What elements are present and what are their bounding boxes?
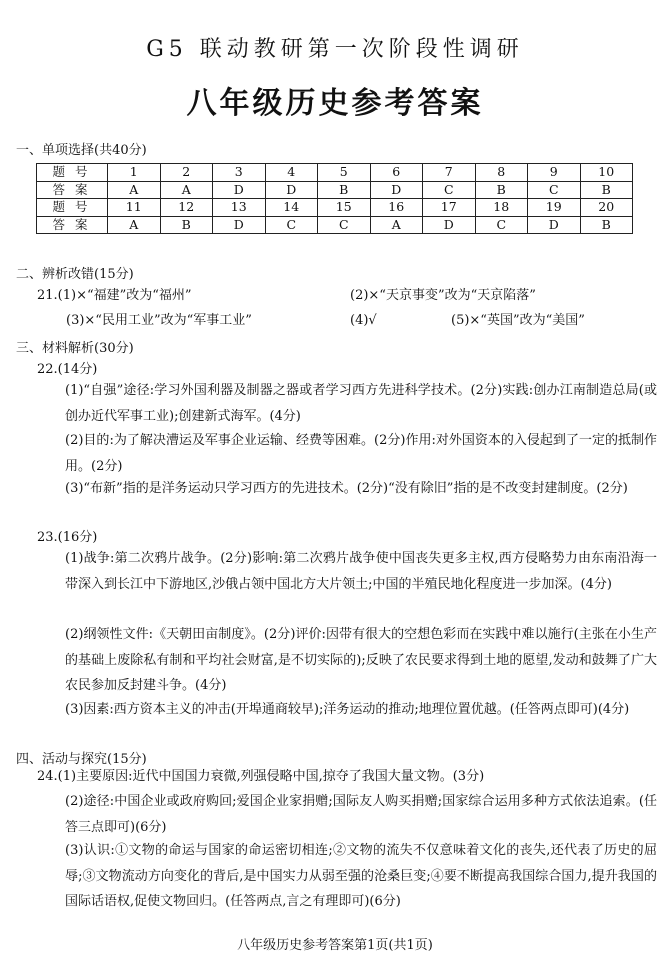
question-number: 17 xyxy=(423,199,476,217)
answer-cell: C xyxy=(528,181,581,199)
answer-line: 21.(1)×“福建”改为“福州” xyxy=(37,288,192,303)
question-number: 5 xyxy=(318,164,371,182)
answer-cell: A xyxy=(370,216,423,234)
question-heading: 23.(16分) xyxy=(37,530,98,545)
table-row xyxy=(37,199,633,217)
section-3-heading: 三、材料解析(30分) xyxy=(16,341,134,356)
question-number: 7 xyxy=(423,164,476,182)
section-1-heading: 一、单项选择(共40分) xyxy=(16,143,147,158)
answer-line: (4)√ xyxy=(350,313,377,328)
page-title: 八年级历史参考答案 xyxy=(186,86,484,121)
question-number: 20 xyxy=(580,199,633,217)
question-number: 15 xyxy=(318,199,371,217)
answer-cell: A xyxy=(160,181,213,199)
answer-cell: B xyxy=(318,181,371,199)
question-number: 8 xyxy=(475,164,528,182)
answer-cell: C xyxy=(265,216,318,234)
question-number: 14 xyxy=(265,199,318,217)
header-line: G5 联动教研第一次阶段性调研 xyxy=(146,37,524,62)
answer-cell: C xyxy=(423,181,476,199)
row-label: 题号 xyxy=(37,164,108,182)
answer-paragraph: (2)途径:中国企业或政府购回;爱国企业家捐赠;国际友人购买捐赠;国家综合运用多种方式依法追索。(任答三点即可)(6分) xyxy=(65,794,657,835)
question-number: 4 xyxy=(265,164,318,182)
answer-cell: D xyxy=(528,216,581,234)
row-label: 答案 xyxy=(37,181,108,199)
answer-cell: D xyxy=(213,216,266,234)
question-number: 10 xyxy=(580,164,633,182)
table-row xyxy=(37,181,633,199)
answer-cell: A xyxy=(108,216,161,234)
question-number: 13 xyxy=(213,199,266,217)
answer-line: (2)×“天京事变”改为“天京陷落” xyxy=(350,288,536,303)
answer-cell: D xyxy=(213,181,266,199)
page-footer: 八年级历史参考答案第1页(共1页) xyxy=(237,938,433,953)
answer-cell: C xyxy=(475,216,528,234)
question-number: 9 xyxy=(528,164,581,182)
question-number: 16 xyxy=(370,199,423,217)
answer-paragraph: (1)战争:第二次鸦片战争。(2分)影响:第二次鸦片战争使中国丧失更多主权,西方侵略势力由东南沿海一带深入到长江中下游地区,沙俄占领中国北方大片领土;中国的半殖民地化程度进一步加深。(4分) xyxy=(65,551,657,592)
answer-line: (3)×“民用工业”改为“军事工业” xyxy=(66,313,252,328)
question-number: 11 xyxy=(108,199,161,217)
answer-cell: B xyxy=(475,181,528,199)
answer-cell: C xyxy=(318,216,371,234)
row-label: 题号 xyxy=(37,199,108,217)
question-number: 12 xyxy=(160,199,213,217)
answer-cell: B xyxy=(160,216,213,234)
answer-paragraph: (3)因素:西方资本主义的冲击(开埠通商较早);洋务运动的推动;地理位置优越。(任答两点即可)(4分) xyxy=(65,702,630,717)
answer-paragraph: (2)目的:为了解决漕运及军事企业运输、经费等困难。(2分)作用:对外国资本的入侵起到了一定的抵制作用。(2分) xyxy=(65,433,657,474)
question-number: 19 xyxy=(528,199,581,217)
question-number: 2 xyxy=(160,164,213,182)
answer-paragraph: 24.(1)主要原因:近代中国国力衰微,列强侵略中国,掠夺了我国大量文物。(3分) xyxy=(37,769,485,784)
answer-cell: B xyxy=(580,181,633,199)
row-label: 答案 xyxy=(37,216,108,234)
answer-cell: A xyxy=(108,181,161,199)
question-number: 18 xyxy=(475,199,528,217)
answer-cell: D xyxy=(370,181,423,199)
answer-cell: B xyxy=(580,216,633,234)
answer-paragraph: (3)认识:①文物的命运与国家的命运密切相连;②文物的流失不仅意味着文化的丧失,还代表了历史的屈辱;③文物流动方向变化的背后,是中国实力从弱至强的沧桑巨变;④要不断提高我国综合国力,提升我国的国际话语权,促使文物回归。(任答两点,言之有理即可)(6分) xyxy=(65,843,657,909)
answer-paragraph: (3)“布新”指的是洋务运动只学习西方的先进技术。(2分)“没有除旧”指的是不改变封建制度。(2分) xyxy=(65,481,628,496)
section-2-heading: 二、辨析改错(15分) xyxy=(16,267,134,282)
question-number: 1 xyxy=(108,164,161,182)
table-row xyxy=(37,164,633,182)
question-heading: 22.(14分) xyxy=(37,362,98,377)
answer-paragraph: (2)纲领性文件:《天朝田亩制度》。(2分)评价:因带有很大的空想色彩而在实践中难以施行(主张在小生产的基础上废除私有制和平均社会财富,是不切实际的);反映了农民要求得到土地的愿望,发动和鼓舞了广大农民参加反封建斗争。(4分) xyxy=(65,627,657,693)
question-number: 3 xyxy=(213,164,266,182)
answer-cell: D xyxy=(423,216,476,234)
table-row xyxy=(37,216,633,234)
answer-paragraph: (1)“自强”途径:学习外国利器及制器之器或者学习西方先进科学技术。(2分)实践:创办江南制造总局(或创办近代军事工业);创建新式海军。(4分) xyxy=(65,383,657,424)
answer-cell: D xyxy=(265,181,318,199)
answer-table xyxy=(36,163,633,234)
answer-line: (5)×“英国”改为“美国” xyxy=(451,313,585,328)
question-number: 6 xyxy=(370,164,423,182)
section-4-heading: 四、活动与探究(15分) xyxy=(16,752,147,767)
